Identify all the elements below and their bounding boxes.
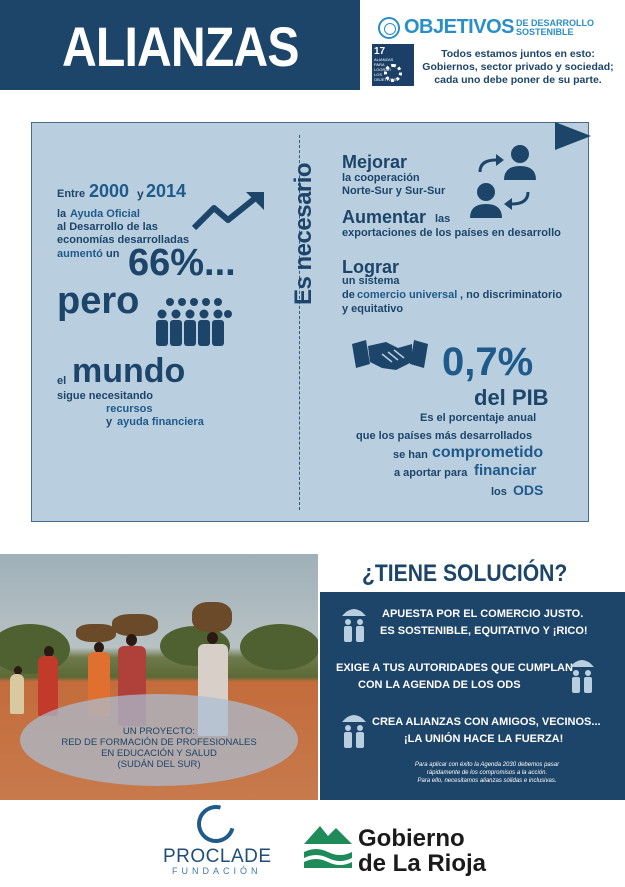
solution-footnote	[372, 761, 602, 785]
ayuda-financiera: ayuda financiera	[117, 416, 204, 428]
year-2014: 2014	[146, 181, 187, 201]
mejorar-line-1: la cooperación	[342, 172, 420, 184]
ods-word: OBJETIVOS	[404, 16, 514, 38]
wood-bundle	[112, 614, 158, 636]
solution-1-line-2: ES SOSTENIBLE, EQUITATIVO Y ¡RICO!	[380, 625, 588, 637]
pero-label: pero	[57, 280, 140, 322]
goal-17-badge	[372, 44, 414, 86]
fundacion-name: FUNDACIÓN	[172, 866, 262, 876]
rioja-name-1: Gobierno	[358, 825, 465, 852]
un-label: un	[106, 248, 120, 260]
rioja-name-2: de La Rioja	[358, 850, 487, 877]
de-label: de	[342, 289, 355, 301]
wood-bundle	[76, 624, 116, 642]
solution-3-line-2: ¡LA UNIÓN HACE LA FUERZA!	[404, 733, 564, 745]
aumentar-line-1: exportaciones de los países en desarrollo	[342, 227, 561, 239]
ayuda-oficial: Ayuda Oficial	[70, 208, 140, 220]
header-message-1: Todos estamos juntos en esto:	[441, 48, 595, 60]
un-globe-icon	[378, 17, 400, 39]
exchange-people-icon	[468, 142, 540, 218]
person	[38, 656, 58, 716]
umbrella-people-icon	[340, 710, 368, 750]
photo-caption-4: (SUDÁN DEL SUR)	[117, 759, 201, 770]
sigue-label: sigue necesitando	[57, 390, 153, 402]
y-ayuda-label: y	[106, 416, 113, 428]
solution-foot-1: Para aplicar con éxito la Agenda 2030 debemos pasar	[414, 762, 560, 768]
percent-66: 66%...	[128, 242, 236, 284]
lograr-line-1: un sistema	[342, 275, 400, 287]
goal-17-flower-icon	[384, 64, 402, 82]
solution-1-line-1: APUESTA POR EL COMERCIO JUSTO.	[382, 608, 584, 620]
mundo-label: mundo	[72, 352, 186, 390]
proclade-logo-icon	[190, 798, 242, 850]
mejorar-line-2: Norte-Sur y Sur-Sur	[342, 185, 446, 197]
es-necesario-label: Es necesario	[290, 162, 317, 305]
comercio-universal: comercio universal	[357, 289, 458, 301]
pib-line-2: que los países más desarrollados	[356, 430, 533, 442]
photo-caption-2: RED DE FORMACIÓN DE PROFESIONALES	[61, 737, 257, 748]
trend-up-icon	[190, 190, 268, 232]
photo-caption-3: EN EDUCACIÓN Y SALUD	[101, 748, 217, 759]
corner-flag	[555, 122, 591, 150]
solution-2-line-2: CON LA AGENDA DE LOS ODS	[358, 679, 521, 691]
header	[0, 0, 625, 90]
lograr-label: Lograr	[342, 257, 400, 277]
photo-caption-1: UN PROYECTO:	[122, 726, 196, 737]
la-label: la	[57, 208, 67, 220]
solution-foot-3: Para ello, necesitamos alianzas sólidas e inclusivas.	[417, 778, 557, 784]
wood-bundle	[192, 602, 232, 632]
ods-logo	[378, 16, 594, 39]
person-head	[207, 632, 218, 644]
aumento-label: aumentó	[57, 248, 103, 260]
ods-label: ODS	[513, 482, 544, 498]
page-title: ALIANZAS	[62, 15, 299, 78]
los-label: los	[491, 486, 507, 498]
lograr-line-2: , no discriminatorio	[460, 289, 563, 301]
header-message-2: Gobiernos, sector privado y sociedad;	[422, 61, 614, 73]
tree	[240, 624, 318, 670]
ods-sub-1: DE DESARROLLO	[515, 17, 594, 28]
recursos-label: recursos	[106, 403, 153, 415]
comprometido-label: comprometido	[432, 444, 544, 461]
header-message-3: cada uno debe poner de su parte.	[434, 74, 602, 86]
header-message	[418, 48, 618, 87]
pib-label: del PIB	[474, 385, 549, 410]
left-line-3: economías desarrolladas	[57, 234, 190, 246]
mejorar-label: Mejorar	[342, 152, 408, 172]
pib-value: 0,7%	[442, 340, 534, 384]
pib-line-1: Es el porcentaje anual	[420, 412, 537, 424]
lograr-line-3: y equitativo	[342, 303, 404, 315]
el-label: el	[57, 375, 67, 387]
financiar-label: financiar	[474, 462, 537, 479]
ods-subtitle	[514, 19, 594, 37]
photo-caption	[20, 726, 298, 770]
ods-sub-2: SOSTENIBLE	[515, 26, 574, 37]
las-label: las	[435, 213, 451, 225]
tree	[0, 624, 70, 674]
proclade-name: PROCLADE	[163, 846, 272, 867]
solution-2-line-1: EXIGE A TUS AUTORIDADES QUE CUMPLAN	[336, 662, 573, 674]
title-box	[0, 0, 360, 90]
rioja-logo-icon	[302, 818, 354, 870]
goal-label: ALIANZAS PARA LOGRAR LOS OBJETIVOS	[374, 57, 397, 82]
year-2000: 2000	[89, 181, 130, 201]
left-line-2: al Desarrollo de las	[57, 221, 158, 233]
handshake-icon	[352, 336, 428, 372]
person	[10, 674, 24, 714]
solution-3-line-1: CREA ALIANZAS CON AMIGOS, VECINOS...	[372, 716, 601, 728]
aumentar-label: Aumentar	[342, 207, 427, 227]
goal-number: 17	[374, 46, 386, 57]
solution-title: ¿TIENE SOLUCIÓN?	[362, 560, 568, 587]
crowd-icon	[152, 296, 234, 348]
aportar-label: a aportar para	[394, 467, 468, 479]
se-han-label: se han	[393, 449, 428, 461]
person-head	[126, 634, 137, 646]
solution-foot-2: rápidamente de los compromisos a la acción.	[426, 770, 548, 776]
umbrella-people-icon	[340, 604, 368, 644]
entre-label: Entre	[57, 188, 86, 200]
umbrella-people-icon	[568, 655, 596, 695]
y-label: y	[137, 187, 144, 201]
